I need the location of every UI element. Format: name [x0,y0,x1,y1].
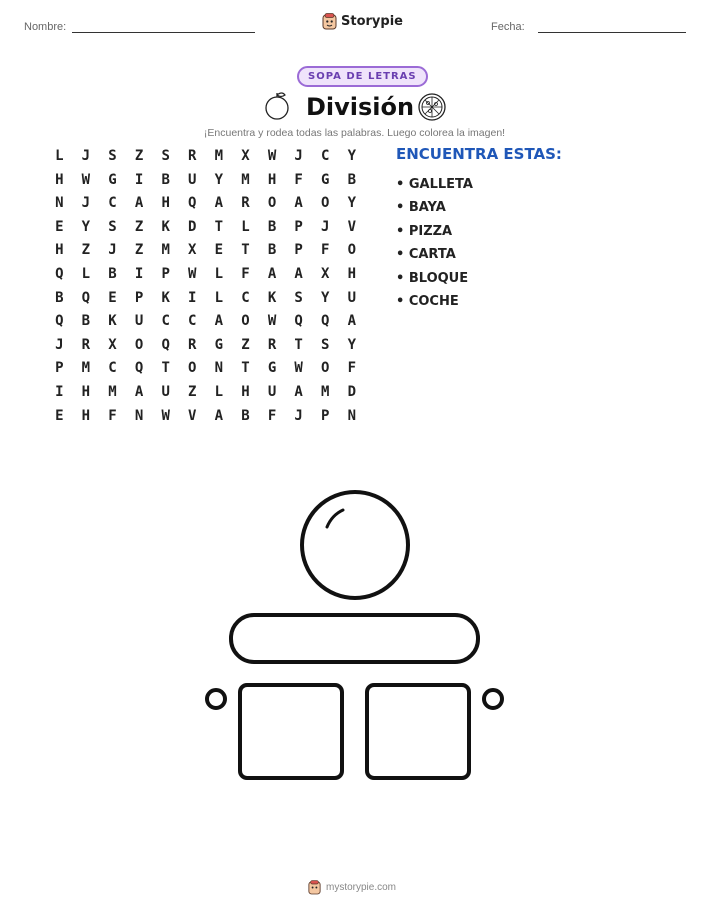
grid-cell[interactable]: Q [55,313,64,330]
activity-badge: SOPA DE LETRAS [297,66,428,87]
grid-cell[interactable]: Q [161,336,170,353]
grid-cell[interactable]: P [294,242,303,259]
word-item: • BLOQUE [396,270,469,286]
grid-cell[interactable]: O [267,195,277,212]
grid-cell[interactable]: F [241,265,250,282]
grid-cell[interactable]: L [81,265,91,282]
grid-cell[interactable]: F [347,360,357,377]
grid-cell[interactable]: O [347,242,357,259]
grid-cell[interactable]: C [188,313,197,330]
left-box-shape [240,685,342,778]
grid-cell[interactable]: C [241,289,250,306]
grid-cell[interactable]: X [108,336,117,353]
grid-cell[interactable]: G [267,360,277,377]
grid-cell[interactable]: O [321,360,330,377]
grid-cell[interactable]: P [294,218,303,235]
coloring-illustration [195,490,515,790]
grid-cell[interactable]: D [347,383,357,400]
pizza-icon [417,92,447,122]
grid-cell[interactable]: A [347,313,357,330]
grid-cell[interactable]: J [294,407,303,424]
grid-cell[interactable]: F [267,407,277,424]
orange-icon [263,91,291,121]
grid-cell[interactable]: M [161,242,170,259]
grid-cell[interactable]: U [347,289,357,306]
grid-cell[interactable]: X [321,265,330,282]
grid-cell[interactable]: R [241,195,250,212]
grid-cell[interactable]: B [267,218,277,235]
grid-cell[interactable]: B [55,289,64,306]
grid-cell[interactable]: U [267,383,277,400]
grid-cell[interactable]: T [241,360,250,377]
grid-cell[interactable]: L [55,148,64,164]
grid-cell[interactable]: U [134,313,144,330]
grid-cell[interactable]: M [214,148,224,164]
grid-cell[interactable]: Q [321,313,330,330]
grid-cell[interactable]: G [108,171,117,188]
grid-cell[interactable]: E [214,242,224,259]
grid-cell[interactable]: N [134,407,144,424]
grid-cell[interactable]: J [81,195,91,212]
grid-cell[interactable]: E [108,289,117,306]
grid-cell[interactable]: P [161,265,170,282]
grid-cell[interactable]: K [267,289,277,306]
grid-cell[interactable]: H [347,265,357,282]
grid-cell[interactable]: O [134,336,144,353]
grid-cell[interactable]: L [214,383,224,400]
right-dot-shape [484,690,502,708]
grid-cell[interactable]: I [134,265,144,282]
grid-cell[interactable]: E [55,218,64,235]
grid-cell[interactable]: A [214,313,224,330]
grid-cell[interactable]: A [294,195,303,212]
grid-cell[interactable]: F [294,171,303,188]
grid-cell[interactable]: H [161,195,170,212]
grid-cell[interactable]: J [294,148,303,164]
grid-cell[interactable]: W [81,171,91,188]
grid-cell[interactable]: S [321,336,330,353]
grid-cell[interactable]: Z [81,242,91,259]
grid-cell[interactable]: W [267,148,277,164]
brand [322,13,403,30]
grid-cell[interactable]: A [214,407,224,424]
storypie-logo-icon [322,13,337,30]
grid-cell[interactable]: L [241,218,250,235]
grid-cell[interactable]: B [108,265,117,282]
grid-cell[interactable]: Q [188,195,197,212]
grid-cell[interactable]: S [161,148,170,164]
grid-cell[interactable]: Y [81,218,91,235]
word-item: • CARTA [396,247,456,263]
grid-cell[interactable]: Y [321,289,330,306]
grid-cell[interactable]: Z [241,336,250,353]
date-label: Fecha: [491,21,525,33]
brand-name: Storypie [341,14,403,29]
grid-cell[interactable]: I [55,383,64,400]
grid-cell[interactable]: Y [347,195,357,212]
grid-cell[interactable]: C [108,195,117,212]
grid-cell[interactable]: B [347,171,357,188]
grid-cell[interactable]: A [294,265,303,282]
grid-cell[interactable]: I [134,171,144,188]
grid-cell[interactable]: R [188,148,197,164]
grid-cell[interactable]: K [161,218,170,235]
grid-cell[interactable]: V [188,407,197,424]
grid-cell[interactable]: Q [55,265,64,282]
grid-cell[interactable]: M [81,360,91,377]
grid-cell[interactable]: L [214,265,224,282]
grid-cell[interactable]: P [55,360,64,377]
right-box-shape [367,685,469,778]
grid-cell[interactable]: T [294,336,303,353]
grid-cell[interactable]: M [108,383,117,400]
grid-cell[interactable]: H [55,242,64,259]
grid-cell[interactable]: A [134,383,144,400]
grid-cell[interactable]: M [321,383,330,400]
grid-cell[interactable]: C [321,148,330,164]
grid-cell[interactable]: Y [347,148,357,164]
grid-cell[interactable]: L [214,289,224,306]
word-list-title: ENCUENTRA ESTAS: [396,145,562,163]
grid-cell[interactable]: O [321,195,330,212]
grid-cell[interactable]: Z [134,218,144,235]
word-search-grid [46,145,365,428]
word-list [396,145,562,313]
word-item: • BAYA [396,200,446,216]
word-item: • PIZZA [396,223,453,239]
grid-cell[interactable]: P [134,289,144,306]
word-item: • COCHE [396,293,459,309]
grid-cell[interactable]: O [188,360,197,377]
date-line[interactable] [538,32,686,33]
grid-cell[interactable]: Z [134,148,144,164]
footer [308,880,396,895]
page-title: División [306,93,415,121]
grid-cell[interactable]: X [241,148,250,164]
grid-cell[interactable]: F [108,407,117,424]
grid-cell[interactable]: W [188,265,197,282]
grid-cell[interactable]: S [108,218,117,235]
grid-cell[interactable]: R [267,336,277,353]
grid-cell[interactable]: G [214,336,224,353]
grid-cell[interactable]: Z [188,383,197,400]
grid-cell[interactable]: B [267,242,277,259]
grid-cell[interactable]: N [55,195,64,212]
grid-cell[interactable]: F [321,242,330,259]
grid-cell[interactable]: S [294,289,303,306]
ball-highlight [327,510,343,527]
grid-cell[interactable]: D [188,218,197,235]
grid-cell[interactable]: B [81,313,91,330]
grid-cell[interactable]: U [188,171,197,188]
grid-cell[interactable]: K [161,289,170,306]
grid-cell[interactable]: Y [214,171,224,188]
grid-cell[interactable]: I [188,289,197,306]
grid-cell[interactable]: T [241,242,250,259]
grid-cell[interactable]: N [347,407,357,424]
grid-cell[interactable]: R [81,336,91,353]
grid-cell[interactable]: W [294,360,303,377]
grid-cell[interactable]: R [188,336,197,353]
grid-cell[interactable]: O [241,313,250,330]
grid-cell[interactable]: M [241,171,250,188]
grid-cell[interactable]: J [55,336,64,353]
grid-cell[interactable]: A [294,383,303,400]
grid-cell[interactable]: J [81,148,91,164]
grid-cell[interactable]: A [267,265,277,282]
ball-shape [302,492,408,598]
grid-cell[interactable]: A [214,195,224,212]
grid-cell[interactable]: Q [81,289,91,306]
grid-cell[interactable]: H [55,171,64,188]
grid-cell[interactable]: H [267,171,277,188]
grid-cell[interactable]: H [241,383,250,400]
grid-cell[interactable]: V [347,218,357,235]
grid-cell[interactable]: U [161,383,170,400]
instructions: ¡Encuentra y rodea todas las palabras. Luego colorea la imagen! [203,127,506,139]
bar-shape [231,615,478,662]
grid-cell[interactable]: T [161,360,170,377]
grid-cell[interactable]: Q [294,313,303,330]
grid-cell[interactable]: T [214,218,224,235]
grid-cell[interactable]: H [81,383,91,400]
grid-cell[interactable]: X [188,242,197,259]
grid-cell[interactable]: Q [134,360,144,377]
grid-cell[interactable]: W [161,407,170,424]
grid-cell[interactable]: J [321,218,330,235]
grid-cell[interactable]: H [81,407,91,424]
grid-cell[interactable]: Y [347,336,357,353]
left-dot-shape [207,690,225,708]
grid-cell[interactable]: C [108,360,117,377]
grid-cell[interactable]: S [108,148,117,164]
name-line[interactable] [72,32,255,33]
name-label: Nombre: [24,21,67,33]
grid-cell[interactable]: C [161,313,170,330]
grid-cell[interactable]: J [108,242,117,259]
grid-cell[interactable]: W [267,313,277,330]
grid-cell[interactable]: K [108,313,117,330]
grid-cell[interactable]: N [214,360,224,377]
word-item: • GALLETA [396,177,473,192]
grid-cell[interactable]: G [321,171,330,188]
footer-url[interactable]: mystorypie.com [326,882,397,893]
grid-cell[interactable]: P [321,407,330,424]
grid-cell[interactable]: E [55,407,64,424]
grid-cell[interactable]: Z [134,242,144,259]
storypie-logo-icon [308,880,321,895]
grid-cell[interactable]: B [241,407,250,424]
grid-cell[interactable]: B [161,171,170,188]
grid-cell[interactable]: A [134,195,144,212]
